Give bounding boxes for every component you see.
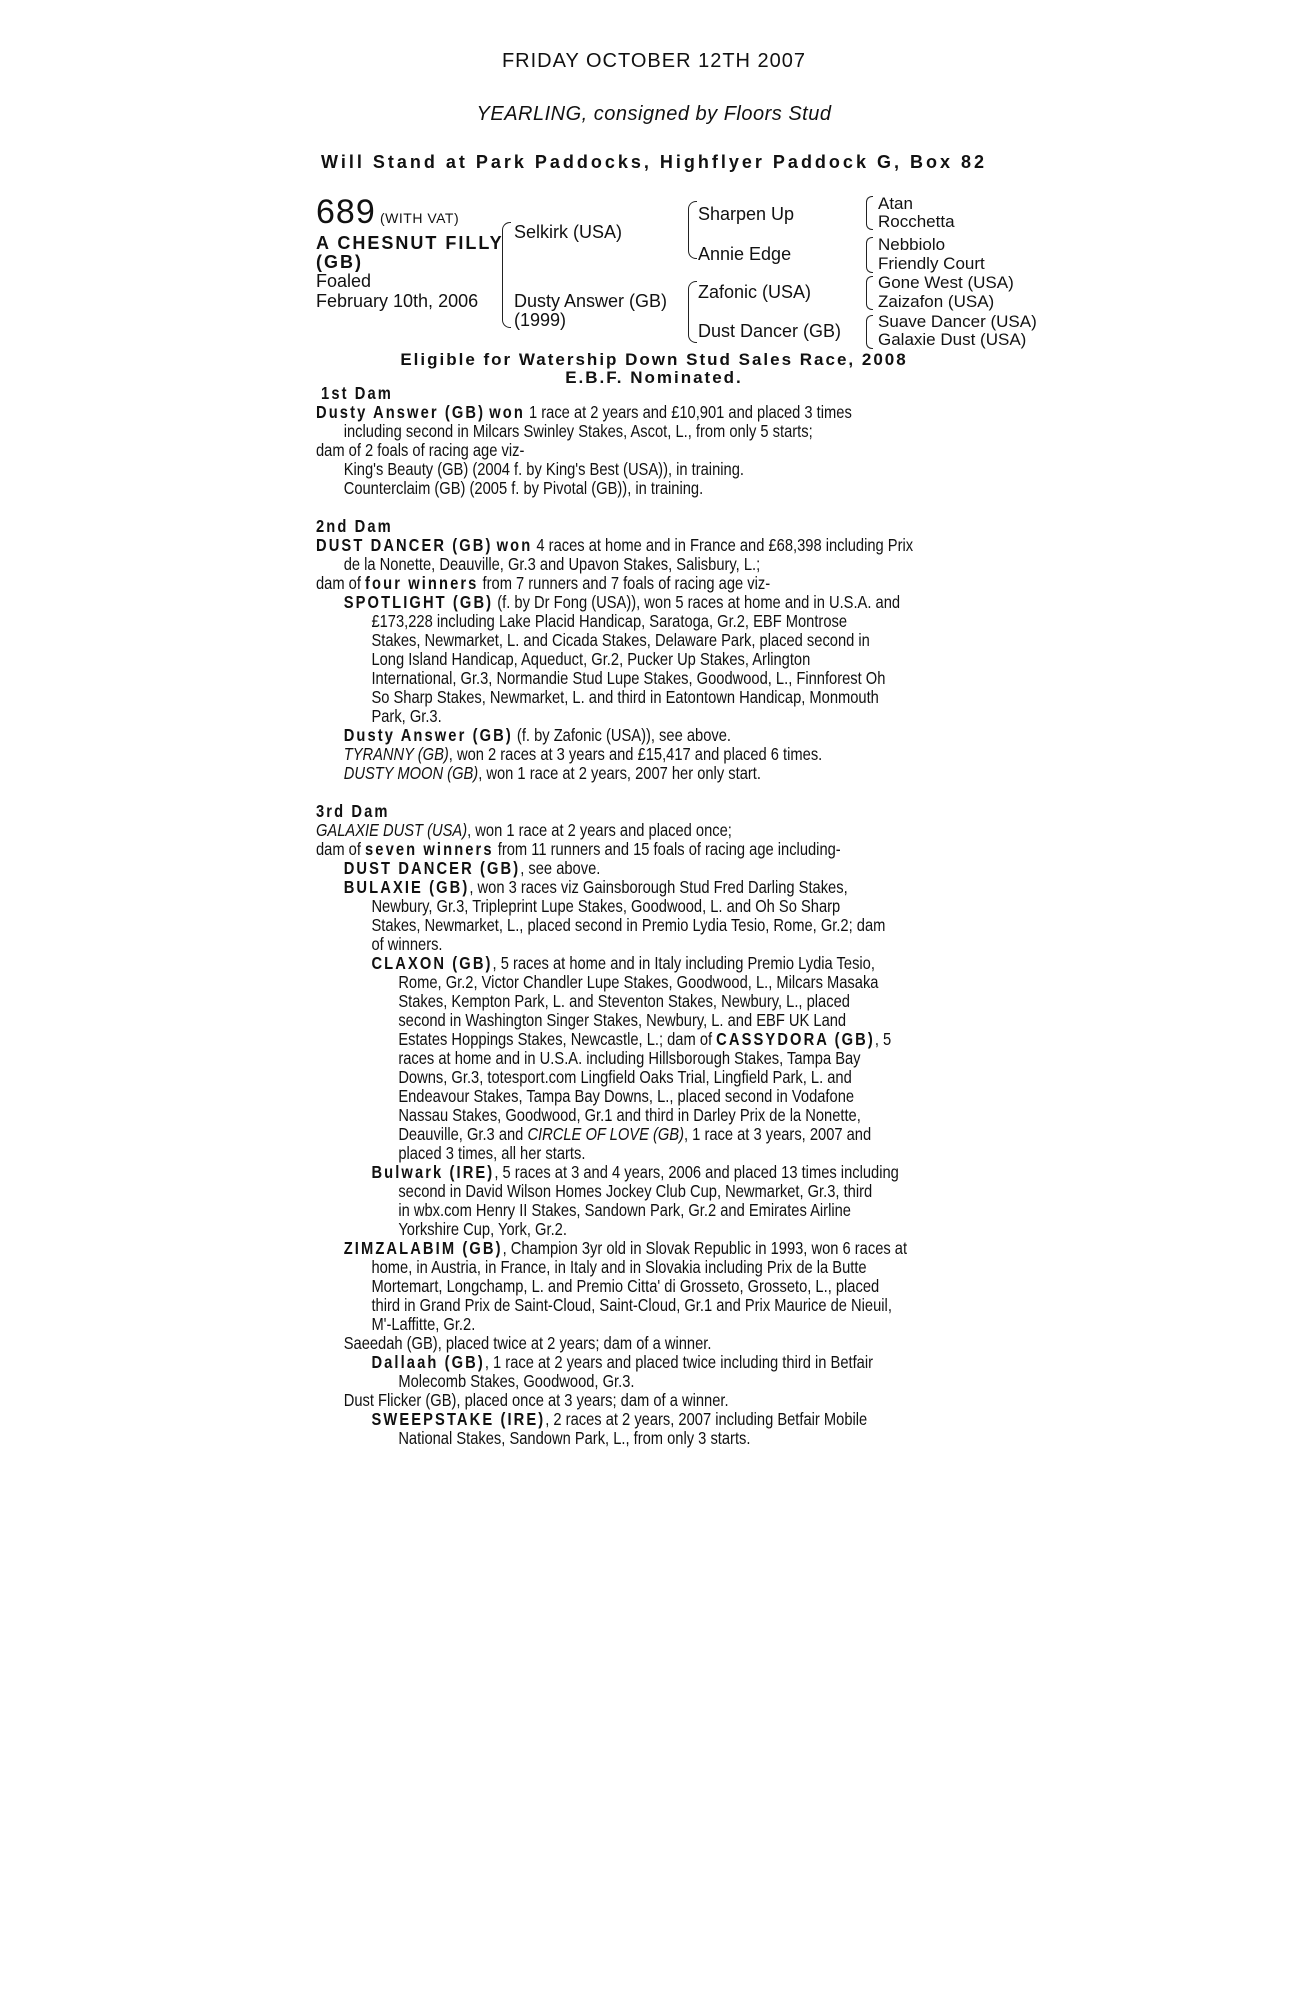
stand-location: Will Stand at Park Paddocks, Highflyer Paddock G, Box 82 <box>321 152 987 172</box>
second-dam-won: won <box>496 535 533 555</box>
tyranny-name: TYRANNY (GB) <box>343 744 449 764</box>
dam-brace <box>688 281 697 343</box>
tyranny-line <box>316 745 1016 764</box>
claxon-line-7: Downs, Gr.3, totesport.com Lingfield Oaks Trial, Lingfield Park, L. and <box>398 1067 852 1087</box>
spotlight-text-1: (f. by Dr Fong (USA)), won 5 races at home and in U.S.A. and <box>497 592 901 612</box>
third-dam-text-2b: from 11 runners and 15 foals of racing age including- <box>497 839 841 859</box>
dam-name: Dusty Answer (GB) <box>514 291 668 311</box>
bulaxie-line-4: of winners. <box>371 934 443 954</box>
sweepstake-name: SWEEPSTAKE (IRE) <box>371 1409 546 1429</box>
bulaxie-name: BULAXIE (GB) <box>343 877 470 897</box>
gen3-4: Friendly Court <box>878 254 985 273</box>
granddam-1: Annie Edge <box>698 244 792 264</box>
dusty-moon-text: , won 1 race at 2 years, 2007 her only start. <box>478 763 761 783</box>
zimzalabim-line-5: M'-Laffitte, Gr.2. <box>371 1314 476 1334</box>
horse-country: (GB) <box>316 252 363 272</box>
second-dam-text-3b: from 7 runners and 7 foals of racing age viz- <box>482 573 771 593</box>
saeedah-line: Saeedah (GB), placed twice at 2 years; dam of a winner. <box>343 1333 712 1353</box>
dust-flicker-line: Dust Flicker (GB), placed once at 3 years; dam of a winner. <box>343 1390 729 1410</box>
gen3-6: Zaizafon (USA) <box>878 292 995 311</box>
pedigree-text <box>316 384 1016 1448</box>
bulaxie-text-1: , won 3 races viz Gainsborough Stud Fred Darling Stakes, <box>469 877 848 897</box>
dallaah-line-2: Molecomb Stakes, Goodwood, Gr.3. <box>398 1371 635 1391</box>
claxon-line-4: second in Washington Singer Stakes, Newbury, L. and EBF UK Land <box>398 1010 847 1030</box>
zimzalabim-text-1: , Champion 3yr old in Slovak Republic in 1993, won 6 races at <box>502 1238 908 1258</box>
second-dam-line-2: de la Nonette, Deauville, Gr.3 and Upavon Stakes, Salisbury, L.; <box>343 554 761 574</box>
second-dam-line-3 <box>316 574 1016 593</box>
gen3-brace-2 <box>866 237 873 273</box>
third-dam-name: GALAXIE DUST (USA) <box>316 820 468 840</box>
sire-brace <box>688 201 697 259</box>
claxon-text-5b: , 5 <box>874 1029 892 1049</box>
bulwark-line-4: Yorkshire Cup, York, Gr.2. <box>398 1219 567 1239</box>
claxon-text-5a: Estates Hoppings Stakes, Newcastle, L.; dam of <box>398 1029 713 1049</box>
eligibility-line-1: Eligible for Watership Down Stud Sales Race, 2008 <box>400 350 908 369</box>
sweepstake-text-1: , 2 races at 2 years, 2007 including Betfair Mobile <box>545 1409 868 1429</box>
gen3-brace-4 <box>866 315 873 349</box>
grandsire-1: Sharpen Up <box>698 204 795 224</box>
zimzalabim-line-3: Mortemart, Longchamp, L. and Premio Citta' di Grosseto, Grosseto, L., placed <box>371 1276 880 1296</box>
sweepstake-line-2: National Stakes, Sandown Park, L., from only 3 starts. <box>398 1428 751 1448</box>
claxon-line-11: placed 3 times, all her starts. <box>398 1143 586 1163</box>
second-dam-text-3a: dam of <box>316 573 361 593</box>
gen3-2: Rocchetta <box>878 212 955 231</box>
claxon-name: CLAXON (GB) <box>371 953 493 973</box>
first-dam-won: won <box>489 402 525 422</box>
tyranny-text: , won 2 races at 3 years and £15,417 and placed 6 times. <box>448 744 823 764</box>
foaled-date: February 10th, 2006 <box>316 291 479 311</box>
dallaah-text-1: , 1 race at 2 years and placed twice including third in Betfair <box>484 1352 873 1372</box>
dust-dancer-text: , see above. <box>520 858 601 878</box>
gen3-1: Atan <box>878 194 913 213</box>
consignor-subtitle: YEARLING, consigned by Floors Stud <box>476 103 832 125</box>
dusty-moon-name: DUSTY MOON (GB) <box>343 763 479 783</box>
grandsire-2: Zafonic (USA) <box>698 282 812 302</box>
first-dam-name: Dusty Answer (GB) <box>316 402 486 422</box>
spotlight-line-2: £173,228 including Lake Placid Handicap, Saratoga, Gr.2, EBF Montrose <box>371 611 848 631</box>
first-dam-foal-1: King's Beauty (GB) (2004 f. by King's Best (USA)), in training. <box>343 459 744 479</box>
spotlight-name: SPOTLIGHT (GB) <box>343 592 494 612</box>
gen3-8: Galaxie Dust (USA) <box>878 330 1027 349</box>
first-dam-line-1 <box>316 403 1016 422</box>
gen3-brace-3 <box>866 276 873 310</box>
circle-of-love-name: CIRCLE OF LOVE (GB) <box>527 1124 685 1144</box>
sire-name: Selkirk (USA) <box>514 222 623 242</box>
first-dam-text-1: 1 race at 2 years and £10,901 and placed 3 times <box>529 402 852 422</box>
second-dam-text-1: 4 races at home and in France and £68,398 including Prix <box>536 535 914 555</box>
claxon-line-8: Endeavour Stakes, Tampa Bay Downs, L., placed second in Vodafone <box>398 1086 855 1106</box>
dusty-moon-line <box>316 764 1016 783</box>
bulwark-line-2: second in David Wilson Homes Jockey Club Cup, Newmarket, Gr.3, third <box>398 1181 873 1201</box>
claxon-line-1 <box>316 954 1016 973</box>
claxon-line-9: Nassau Stakes, Goodwood, Gr.1 and third in Darley Prix de la Nonette, <box>398 1105 861 1125</box>
zimzalabim-line-1 <box>316 1239 1016 1258</box>
seven-winners: seven winners <box>365 839 494 859</box>
dallaah-name: Dallaah (GB) <box>371 1352 485 1372</box>
dusty-answer-text: (f. by Zafonic (USA)), see above. <box>516 725 731 745</box>
bulwark-line-3: in wbx.com Henry II Stakes, Sandown Park, Gr.2 and Emirates Airline <box>398 1200 851 1220</box>
bulwark-text-1: , 5 races at 3 and 4 years, 2006 and placed 13 times including <box>494 1162 899 1182</box>
claxon-line-6: races at home and in U.S.A. including Hillsborough Stakes, Tampa Bay <box>398 1048 861 1068</box>
zimzalabim-line-2: home, in Austria, in France, in Italy and in Slovakia including Prix de la Butte <box>371 1257 867 1277</box>
zimzalabim-line-4: third in Grand Prix de Saint-Cloud, Saint-Cloud, Gr.1 and Prix Maurice de Nieuil, <box>371 1295 892 1315</box>
spotlight-line-4: Long Island Handicap, Aqueduct, Gr.2, Pucker Up Stakes, Arlington <box>371 649 811 669</box>
second-dam-line-1 <box>316 536 1016 555</box>
gen3-7: Suave Dancer (USA) <box>878 312 1037 331</box>
gen3-5: Gone West (USA) <box>878 273 1014 292</box>
claxon-text-1: , 5 races at home and in Italy including Premio Lydia Tesio, <box>492 953 875 973</box>
pedigree-brace <box>502 222 511 328</box>
spotlight-line-5: International, Gr.3, Normandie Stud Lupe Stakes, Goodwood, L., Finnforest Oh <box>371 668 886 688</box>
dallaah-line-1 <box>316 1353 1016 1372</box>
first-dam-foal-2: Counterclaim (GB) (2005 f. by Pivotal (GB)), in training. <box>343 478 704 498</box>
third-dam-line-1 <box>316 821 1016 840</box>
first-dam-line-3: dam of 2 foals of racing age viz- <box>316 440 525 460</box>
cassydora-name: CASSYDORA (GB) <box>716 1029 875 1049</box>
dust-dancer-line <box>316 859 1016 878</box>
first-dam-line-2: including second in Milcars Swinley Stakes, Ascot, L., from only 5 starts; <box>343 421 813 441</box>
vat-note: (WITH VAT) <box>380 210 460 226</box>
foaled-label: Foaled <box>316 271 372 291</box>
bulaxie-line-1 <box>316 878 1016 897</box>
bulwark-name: Bulwark (IRE) <box>371 1162 495 1182</box>
third-dam-text-1: , won 1 race at 2 years and placed once; <box>467 820 732 840</box>
second-dam-name: DUST DANCER (GB) <box>316 535 493 555</box>
spotlight-line-6: So Sharp Stakes, Newmarket, L. and third in Eatontown Handicap, Monmouth <box>371 687 879 707</box>
third-dam-heading: 3rd Dam <box>316 801 390 821</box>
sweepstake-line-1 <box>316 1410 1016 1429</box>
granddam-2: Dust Dancer (GB) <box>698 321 842 341</box>
first-dam-heading: 1st Dam <box>321 383 393 403</box>
spotlight-line-3: Stakes, Newmarket, L. and Cicada Stakes, Delaware Park, placed second in <box>371 630 870 650</box>
second-dam-heading: 2nd Dam <box>316 516 393 536</box>
sale-date: FRIDAY OCTOBER 12TH 2007 <box>501 50 807 72</box>
third-dam-text-2a: dam of <box>316 839 361 859</box>
bulaxie-line-2: Newbury, Gr.3, Tripleprint Lupe Stakes, Goodwood, L. and Oh So Sharp <box>371 896 841 916</box>
claxon-line-5 <box>316 1030 1016 1049</box>
bulaxie-line-3: Stakes, Newmarket, L., placed second in Premio Lydia Tesio, Rome, Gr.2; dam <box>371 915 886 935</box>
gen3-brace-1 <box>866 196 873 230</box>
lot-number: 689 <box>316 193 376 231</box>
claxon-line-10 <box>316 1125 1016 1144</box>
four-winners: four winners <box>365 573 479 593</box>
claxon-text-10b: , 1 race at 3 years, 2007 and <box>684 1124 872 1144</box>
horse-description: A CHESNUT FILLY <box>316 233 504 253</box>
claxon-line-2: Rome, Gr.2, Victor Chandler Lupe Stakes, Goodwood, L., Milcars Masaka <box>398 972 879 992</box>
dam-year: (1999) <box>514 310 567 330</box>
bulwark-line-1 <box>316 1163 1016 1182</box>
dusty-answer-name: Dusty Answer (GB) <box>343 725 513 745</box>
claxon-line-3: Stakes, Kempton Park, L. and Steventon Stakes, Newbury, L., placed <box>398 991 850 1011</box>
dust-dancer-name: DUST DANCER (GB) <box>343 858 521 878</box>
zimzalabim-name: ZIMZALABIM (GB) <box>343 1238 503 1258</box>
spotlight-line-7: Park, Gr.3. <box>371 706 442 726</box>
dusty-answer-line <box>316 726 1016 745</box>
third-dam-line-2 <box>316 840 1016 859</box>
claxon-text-10a: Deauville, Gr.3 and <box>398 1124 524 1144</box>
spotlight-line-1 <box>316 593 1016 612</box>
gen3-3: Nebbiolo <box>878 235 946 254</box>
eligibility-line-2: E.B.F. Nominated. <box>565 368 743 387</box>
